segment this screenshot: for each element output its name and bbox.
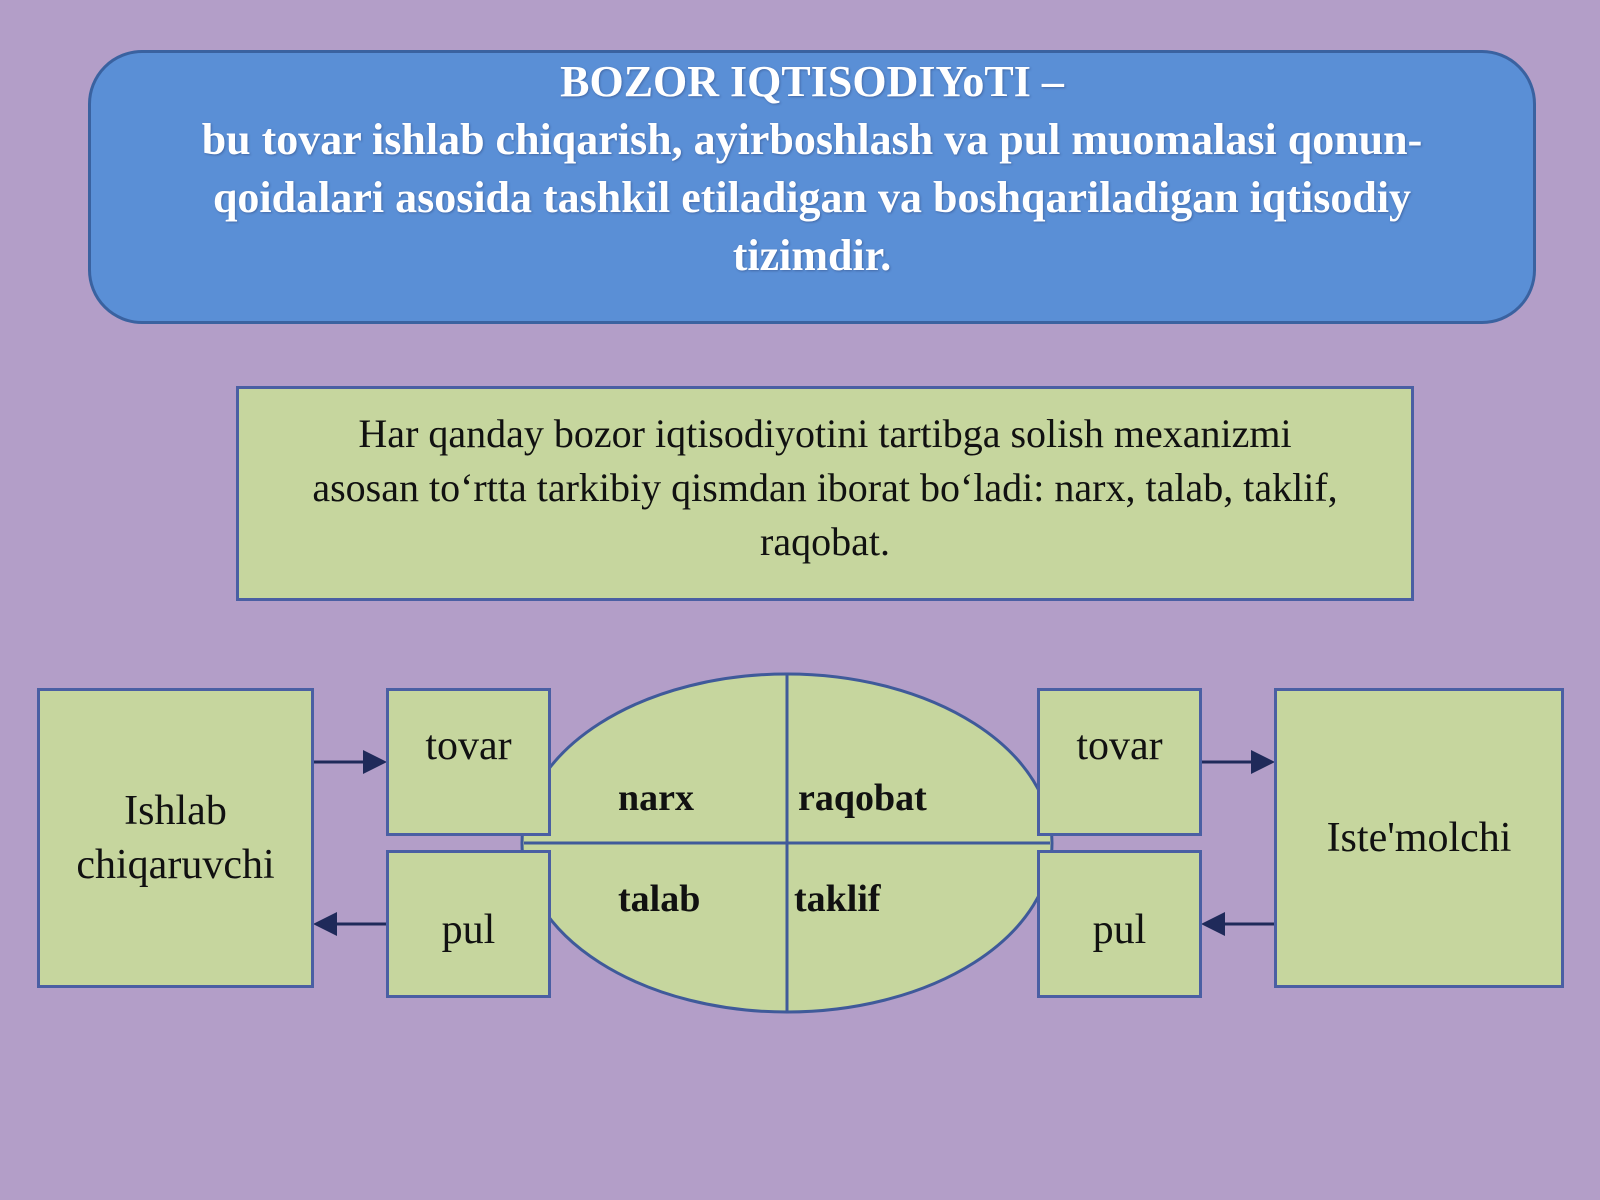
quadrant-label-narx: narx xyxy=(618,777,694,819)
quadrant-label-talab: talab xyxy=(618,878,701,920)
definition-line-3: tizimdir. xyxy=(732,231,892,280)
description-line-1: Har qanday bozor iqtisodiyotini tartibga solish mexanizmi xyxy=(358,411,1292,456)
description-line-3: raqobat. xyxy=(760,519,890,564)
definition-line-1: bu tovar ishlab chiqarish, ayirboshlash va pul muomalasi qonun- xyxy=(201,115,1423,164)
quadrant-label-taklif: taklif xyxy=(794,878,881,920)
right-goods-box xyxy=(1037,688,1202,836)
consumer-box xyxy=(1274,688,1564,988)
quadrant-label-raqobat: raqobat xyxy=(798,777,927,819)
left-money-label: pul xyxy=(441,907,496,953)
definition-line-2: qoidalari asosida tashkil etiladigan va boshqariladigan iqtisodiy xyxy=(212,173,1412,222)
producer-box xyxy=(37,688,314,988)
left-goods-box xyxy=(386,688,551,836)
description-line-2: asosan to‘rtta tarkibiy qismdan iborat bo‘ladi: narx, talab, taklif, xyxy=(312,465,1338,510)
left-goods-label: tovar xyxy=(425,723,512,769)
right-money-label: pul xyxy=(1092,907,1147,953)
title-heading: BOZOR IQTISODIYoTI – xyxy=(560,57,1064,106)
consumer-label: Iste'molchi xyxy=(1326,815,1512,861)
right-money-box xyxy=(1037,850,1202,998)
producer-label-line-1: Ishlab xyxy=(124,788,227,834)
right-goods-label: tovar xyxy=(1076,723,1163,769)
producer-label-line-2: chiqaruvchi xyxy=(76,842,275,888)
left-money-box xyxy=(386,850,551,998)
